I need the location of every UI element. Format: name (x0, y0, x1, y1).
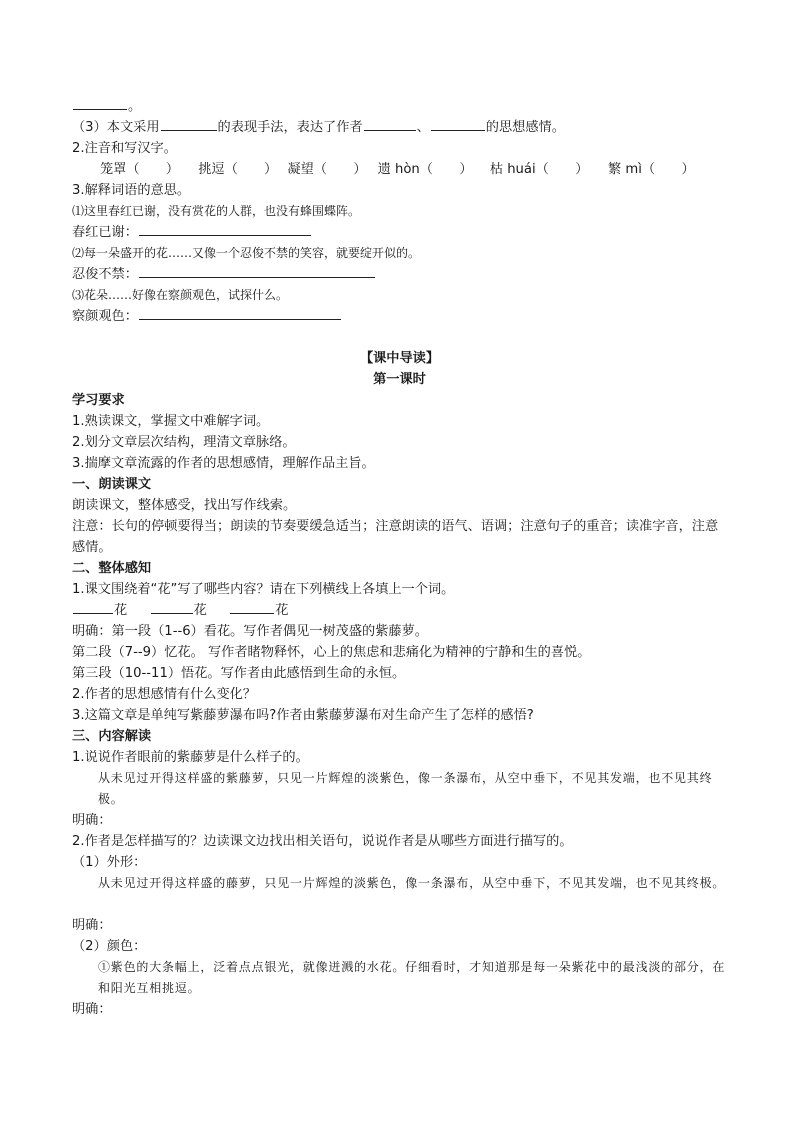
pinyin-item: 笼罩（ ） (100, 162, 180, 177)
pinyin-item: 繁 mì（ ） (608, 162, 695, 177)
answer-blank[interactable] (139, 307, 341, 320)
flower-blanks-row (72, 600, 727, 621)
q3-suffix: 的思想感情。 (485, 120, 565, 135)
vocab-answer-2 (72, 264, 727, 285)
answer-part-2: 第二段（7--9）忆花。 写作者睹物释怀，心上的焦虑和悲痛化为精神的宁静和生的喜悦。 (72, 645, 591, 660)
spacer (72, 327, 727, 348)
pinyin-item: 枯 huái（ ） (489, 162, 589, 177)
sub-shape-label: （1）外形： (72, 855, 147, 870)
part-2-question-1: 1.课文围绕着“花”写了哪些内容？请在下列横线上各填上一个词。 (72, 582, 455, 597)
requirement-item: 3.揣摩文章流露的作者的思想感情，理解作品主旨。 (72, 456, 375, 471)
part-2-title: 二、整体感知 (72, 561, 152, 576)
answer-blank[interactable] (73, 601, 113, 614)
part-3-question-2: 2.作者是怎样描写的？边读课文边找出相关语句，说说作者是从哪些方面进行描写的。 (72, 834, 573, 849)
answer-label: 明确： (72, 918, 112, 933)
section-2-title: 2.注音和写汉字。 (72, 141, 177, 156)
answer-blank[interactable] (230, 601, 274, 614)
answer-blank[interactable] (73, 97, 127, 110)
flower-word: 花 (275, 603, 289, 618)
vocab-answer-1 (72, 222, 727, 243)
vocab-term: 察颜观色： (72, 309, 138, 324)
vocab-sentence-2: ⑵每一朵盛开的花……又像一个忍俊不禁的笑容，就要绽开似的。 (72, 246, 421, 260)
document-page (72, 96, 727, 1020)
answer-line-tail (72, 96, 727, 117)
answer-blank[interactable] (431, 118, 485, 131)
answer-label: 明确： (72, 1002, 112, 1017)
answer-label: 明确： (72, 813, 112, 828)
quote-3: ①紫色的大条幅上，泛着点点银光，就像迸溅的水花。仔细看时，才知道那是每一朵紫花中的最浅淡的部分，在和阳光互相挑逗。 (98, 960, 726, 995)
flower-word: 花 (193, 603, 207, 618)
part-2-question-3: 3.这篇文章是单纯写紫藤萝瀑布吗?作者由紫藤萝瀑布对生命产生了怎样的感悟? (72, 708, 534, 723)
vocab-term: 春红已谢： (72, 225, 138, 240)
pinyin-item: 挑逗（ ） (198, 162, 278, 177)
answer-blank[interactable] (139, 265, 375, 278)
answer-blank[interactable] (151, 601, 193, 614)
sub-color-label: （2）颜色： (72, 939, 147, 954)
answer-blank[interactable] (364, 118, 416, 131)
answer-part-1: 明确：第一段（1--6）看花。写作者偶见一树茂盛的紫藤萝。 (72, 624, 428, 639)
q3-sep: 、 (416, 120, 430, 135)
section-3-title: 3.解释词语的意思。 (72, 183, 191, 198)
requirements-title: 学习要求 (72, 393, 125, 408)
flower-word: 花 (114, 603, 128, 618)
part-1-instruction: 朗读课文，整体感受，找出写作线索。 (72, 498, 297, 513)
in-class-guide-title: 【课中导读】 (359, 351, 440, 366)
requirement-item: 1.熟读课文，掌握文中难解字词。 (72, 414, 270, 429)
vocab-term: 忍俊不禁： (72, 267, 138, 282)
pinyin-item: 凝望（ ） (287, 162, 367, 177)
requirement-item: 2.划分文章层次结构，理清文章脉络。 (72, 435, 296, 450)
part-3-title: 三、内容解读 (72, 729, 152, 744)
q3-mid: 的表现手法，表达了作者 (217, 120, 363, 135)
pinyin-item: 遗 hòn（ ） (377, 162, 473, 177)
quote-2: 从未见过开得这样盛的藤萝，只见一片辉煌的淡紫色，像一条瀑布，从空中垂下，不见其发端，也不见其终极。 (98, 876, 726, 890)
pinyin-row (72, 159, 727, 180)
part-3-question-1: 1.说说作者眼前的紫藤萝是什么样子的。 (72, 750, 309, 765)
vocab-sentence-1: ⑴这里春红已谢，没有赏花的人群，也没有蜂围蝶阵。 (72, 204, 361, 218)
part-1-title: 一、朗读课文 (72, 477, 152, 492)
period: 。 (128, 99, 142, 114)
answer-blank[interactable] (161, 118, 217, 131)
vocab-answer-3 (72, 306, 727, 327)
part-2-question-2: 2.作者的思想感情有什么变化？ (72, 687, 257, 702)
q3-prefix: （3）本文采用 (72, 120, 160, 135)
question-3 (72, 117, 727, 138)
answer-blank[interactable] (139, 223, 311, 236)
vocab-sentence-3: ⑶花朵……好像在察颜观色，试探什么。 (72, 288, 289, 302)
part-1-note: 注意：长句的停顿要得当；朗读的节奏要缓急适当；注意朗读的语气、语调；注意句子的重音；读准字音，注意感情。 (72, 519, 719, 555)
lesson-title: 第一课时 (373, 372, 426, 387)
quote-1: 从未见过开得这样盛的紫藤萝，只见一片辉煌的淡紫色，像一条瀑布，从空中垂下，不见其发端，也不见其终极。 (98, 771, 713, 806)
answer-part-3: 第三段（10--11）悟花。写作者由此感悟到生命的永恒。 (72, 666, 406, 681)
